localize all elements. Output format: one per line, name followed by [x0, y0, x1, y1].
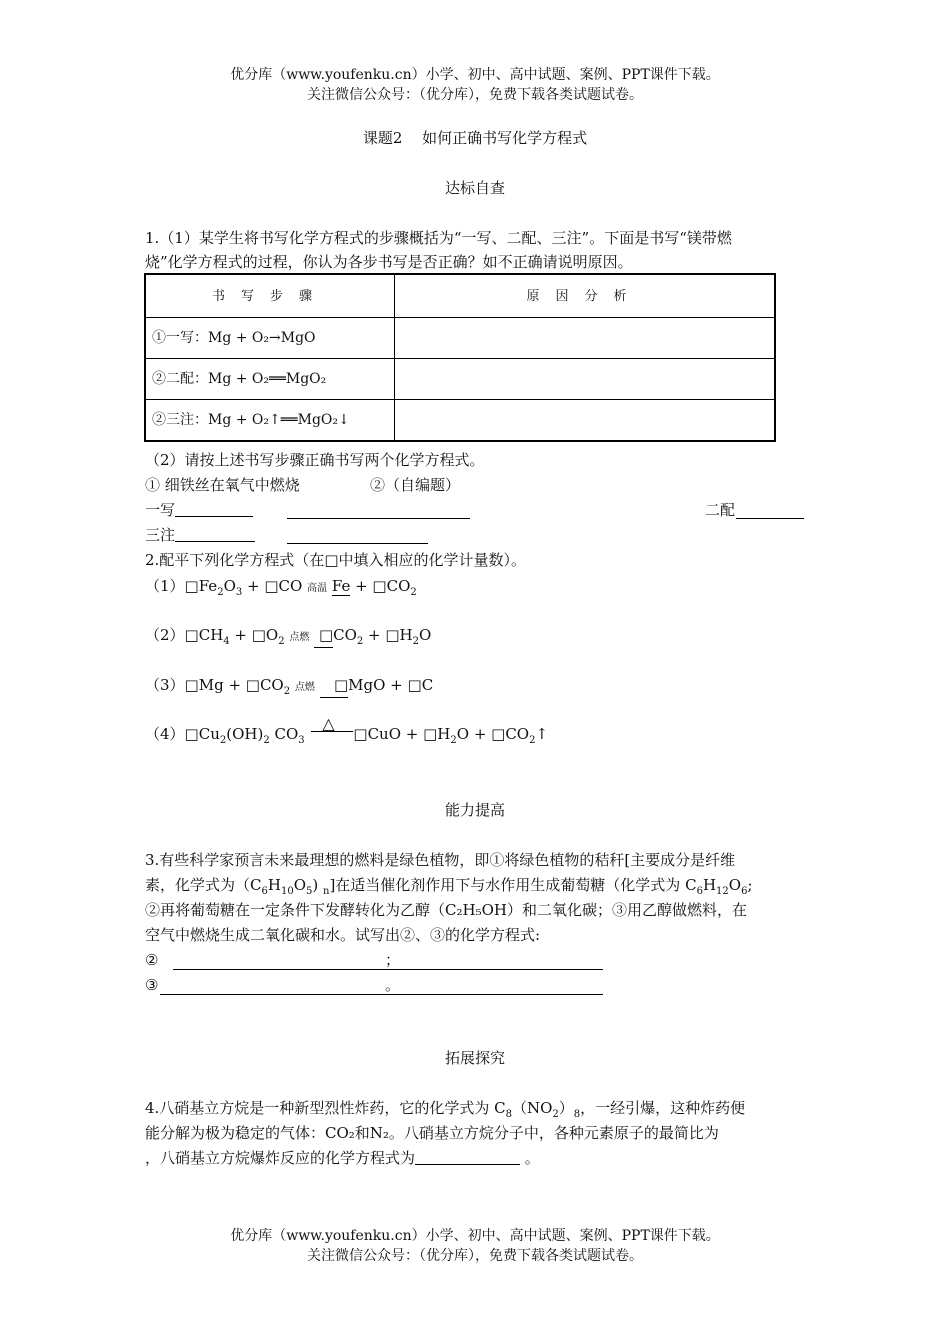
blank-sanzhu[interactable] [175, 523, 255, 542]
answer-blank-1[interactable] [173, 969, 603, 970]
page-title: 课题2 如何正确书写化学方程式 [362, 129, 588, 147]
steps-table [144, 273, 776, 442]
answer-label: ③ [145, 976, 159, 994]
label-sanzhu: 三注 [145, 526, 176, 544]
section-heading-3: 拓展探究 [444, 1049, 505, 1067]
label-erpei: 二配 [705, 501, 736, 519]
section-heading-2: 能力提高 [444, 801, 505, 819]
condition-label: 点燃 [289, 632, 310, 643]
q2-intro: 2.配平下列化学方程式（在□中填入相应的化学计量数）。 [145, 551, 526, 569]
condition-label: 点燃 [294, 682, 315, 693]
footer-line-2: 关注微信公众号：（优分库），免费下载各类试题试卷。 [307, 1248, 643, 1264]
table-cell-step: ②三注：Mg + O₂↑══MgO₂↓ [145, 400, 395, 442]
equation-number: （3） [145, 676, 185, 694]
q4-text: 4.八硝基立方烷是一种新型烈性炸药，它的化学式为 [145, 1099, 490, 1117]
q3-line-4: 空气中燃烧生成二氧化碳和水。试写出②、③的化学方程式: [145, 926, 541, 944]
label-yixie: 一写 [145, 501, 176, 519]
q4-text: ，一经引爆，这种炸药便 [580, 1099, 746, 1117]
q4-text: ，八硝基立方烷爆炸反应的化学方程式为 [145, 1149, 416, 1167]
equation-3: （3）□Mg + $□CO_2$ 点燃 □MgO + □C [145, 676, 434, 697]
q4-line-1: 4.八硝基立方烷是一种新型烈性炸药，它的化学式为 $C_8(NO_2)_8$，一经引爆，这种炸药便 [145, 1099, 746, 1120]
equation-number: （1） [145, 577, 185, 595]
q1-part2: （2）请按上述书写步骤正确书写两个化学方程式。 [145, 451, 485, 469]
blank-yixie-2[interactable] [287, 500, 470, 519]
answer-end: ； [385, 951, 401, 969]
table-cell-step: ②二配：Mg + O₂══MgO₂ [145, 359, 395, 400]
q1-intro-line-2: 烧”化学方程式的过程，你认为各步书写是否正确？如不正确请说明原因。 [145, 253, 633, 271]
equation-1: $(1)□Fe_2O_3$ + □CO 高温 $Fe + □CO_2$ [145, 577, 417, 598]
table-cell-answer[interactable] [395, 400, 776, 442]
table-cell-answer[interactable] [395, 359, 776, 400]
q1-intro-line-1: 1.（1）某学生将书写化学方程式的步骤概括为“一写、二配、三注”。下面是书写“镁带燃 [145, 229, 732, 247]
table-cell-answer[interactable] [395, 318, 776, 359]
header-line-2: 关注微信公众号：（优分库），免费下载各类试题试卷。 [307, 87, 643, 103]
q3-line-3: ②再将葡萄糖在一定条件下发酵转化为乙醇（C₂H₅OH）和二氧化碳；③用乙醇做燃料，在 [145, 901, 747, 919]
blank-erpei[interactable] [736, 500, 804, 519]
q1-items [145, 473, 810, 498]
q3-line-2: 素，化学式为$(C_6H_{10}O_5)$ $_n$]在适当催化剂作用下与水作用生成葡萄糖（化学式为 $C_6H_{12}O_6$; [145, 876, 753, 897]
equation-2: $(2)□CH_4$ + $□O_2$ 点燃 $□CO_2$ + $□H_2O$ [145, 626, 432, 647]
q1-write-row [145, 498, 810, 523]
q1-item-1: ① 细铁丝在氧气中燃烧 [145, 476, 300, 494]
q4-answer-blank[interactable] [415, 1146, 520, 1165]
equation-4: $(4)□Cu_2(OH)_2$ $CO_3$ △ □CuO + $□H_2O$ + $□CO_2↑$ [145, 722, 548, 747]
equation-arrow: Fe [331, 577, 351, 595]
footer-line-1: 优分库（www.youfenku.cn）小学、初中、高中试题、案例、PPT课件下载。 [230, 1228, 720, 1244]
equation-number: （2） [145, 626, 185, 644]
table-header-steps: 书写步骤 [145, 274, 395, 318]
condition-label: 高温 [307, 583, 328, 594]
q3-line-1: 3.有些科学家预言未来最理想的燃料是绿色植物，即①将绿色植物的秸秆[主要成分是纤维 [145, 851, 736, 869]
q4-line-3 [145, 1146, 810, 1171]
table-row [145, 359, 775, 400]
section-heading-1: 达标自查 [444, 179, 505, 197]
q4-line-2: 能分解为极为稳定的气体：CO₂和N₂。八硝基立方烷分子中，各种元素原子的最简比为 [145, 1124, 719, 1142]
answer-label: ② [145, 951, 159, 969]
equation-arrow: □ [320, 676, 348, 698]
equation-number: （4） [145, 725, 185, 743]
answer-blank-2[interactable] [160, 994, 603, 995]
q4-text: 。 [524, 1149, 540, 1167]
blank-sanzhu-2[interactable] [287, 525, 428, 544]
table-cell-step: ①一写：Mg + O₂→MgO [145, 318, 395, 359]
blank-yixie[interactable] [175, 498, 253, 517]
q1-note-row [145, 523, 810, 548]
q1-item-2: ②（自编题） [370, 476, 461, 494]
table-header-row [145, 274, 775, 318]
table-row [145, 318, 775, 359]
equation-arrow: □ [314, 626, 333, 648]
answer-end: 。 [385, 976, 401, 994]
table-header-analysis: 原因分析 [395, 274, 776, 318]
table-row [145, 400, 775, 442]
header-line-1: 优分库（www.youfenku.cn）小学、初中、高中试题、案例、PPT课件下载。 [230, 67, 720, 83]
heat-arrow [309, 714, 353, 739]
heat-triangle-icon: △ [322, 714, 335, 733]
